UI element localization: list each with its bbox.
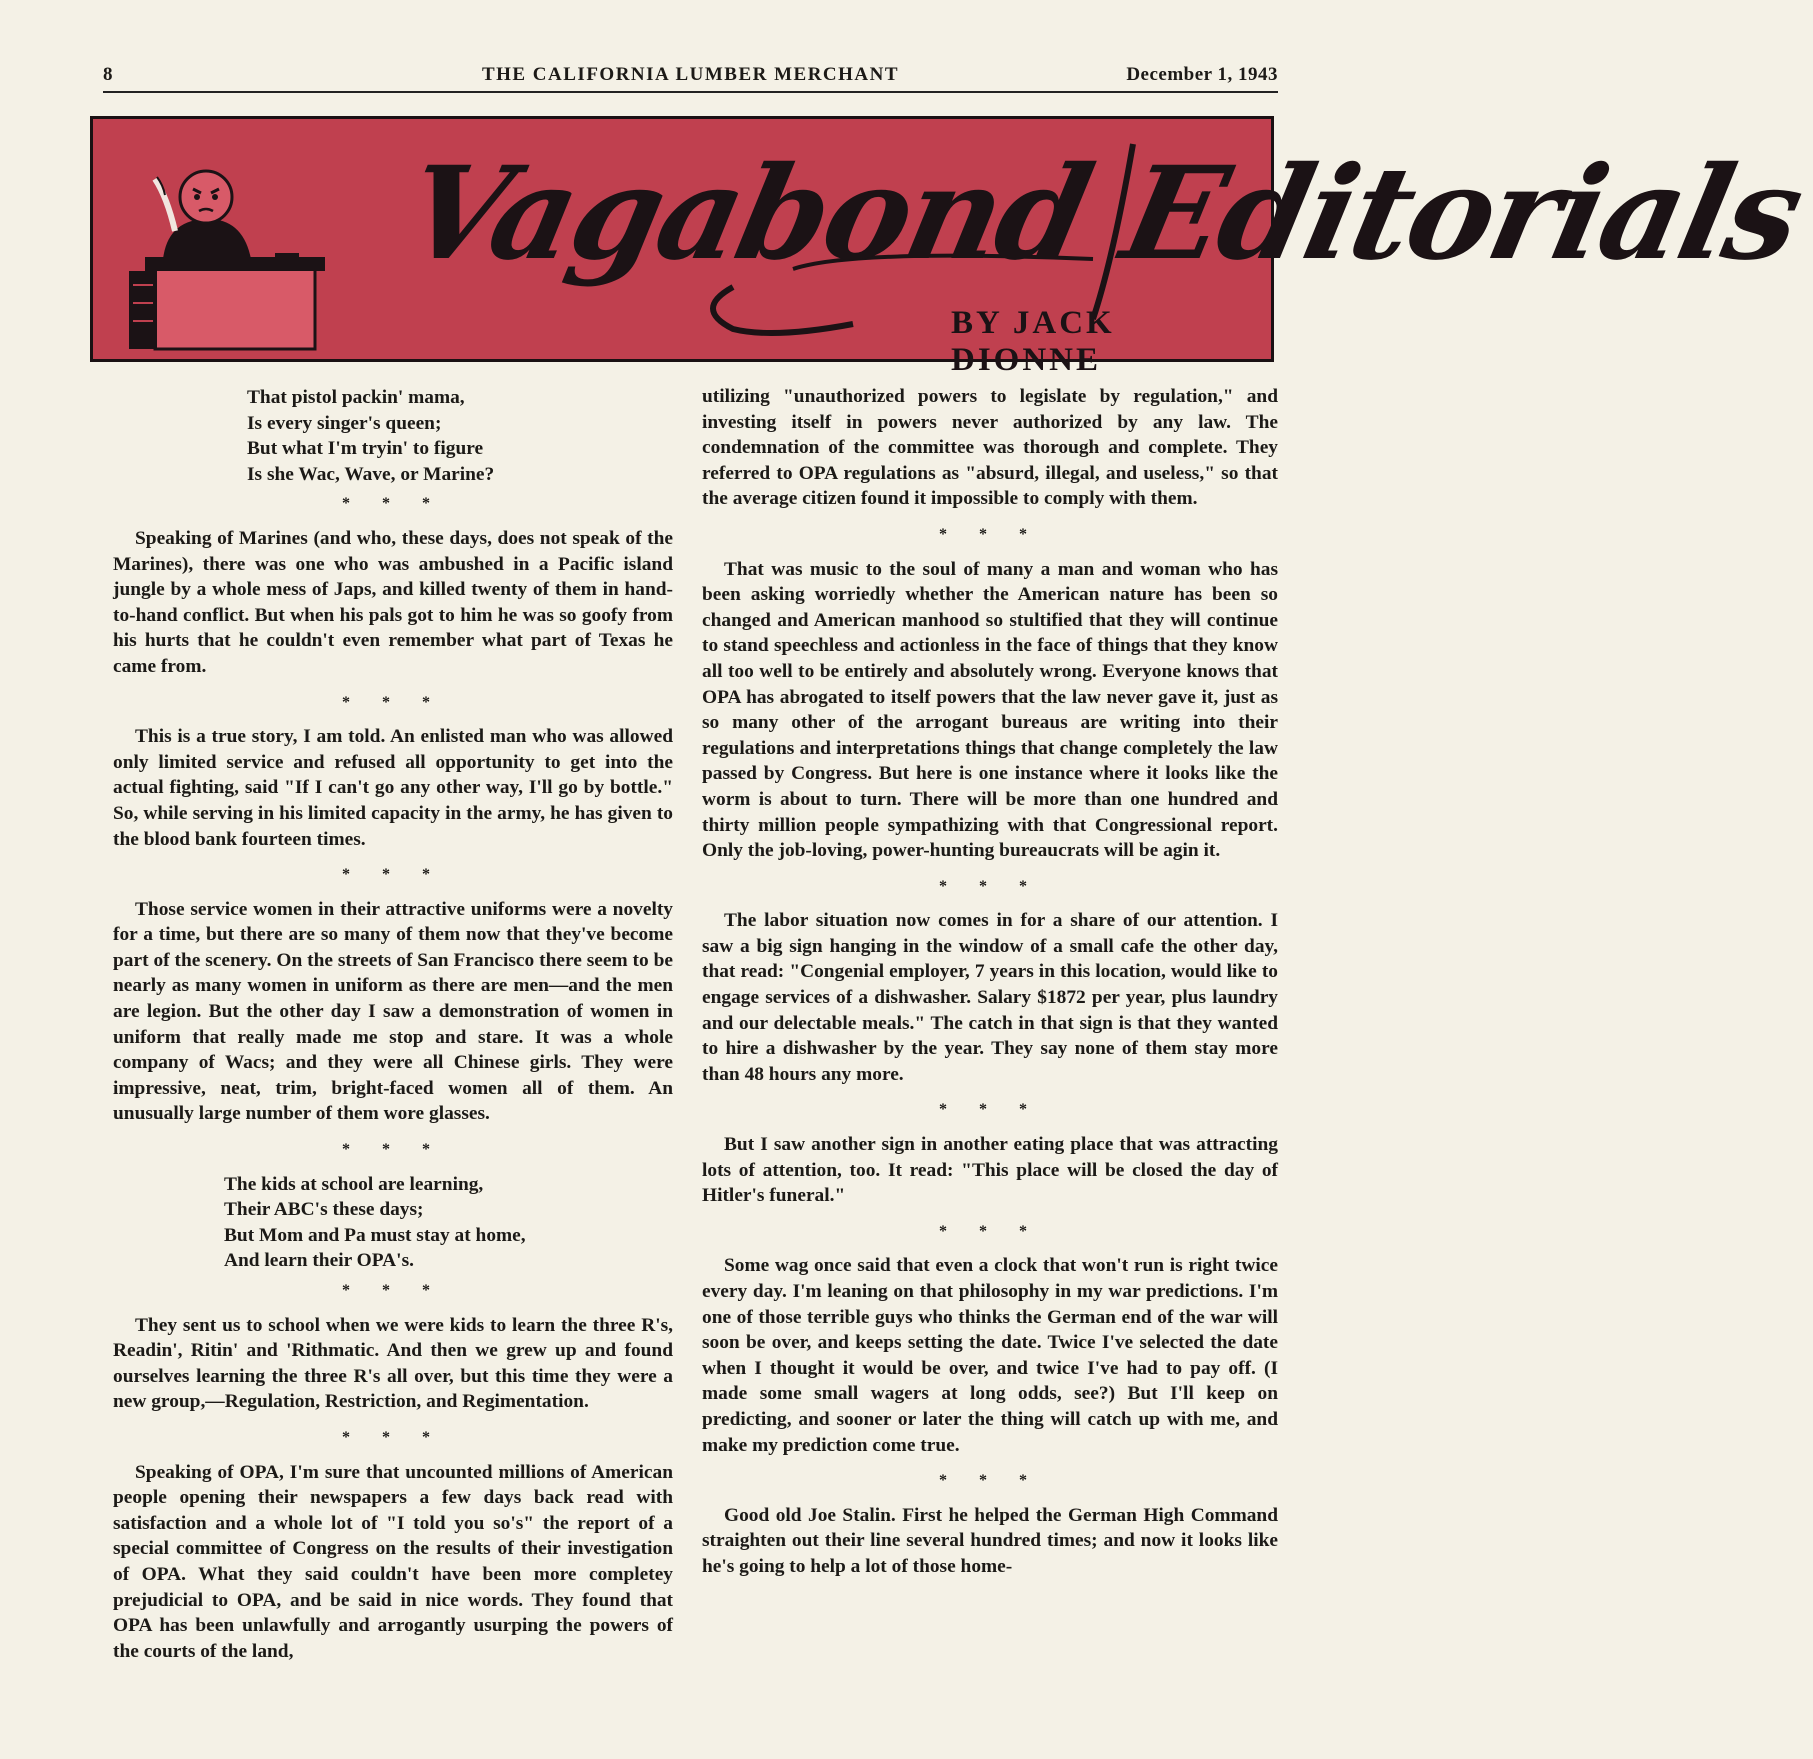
paragraph: Speaking of Marines (and who, these days, does not speak of the Marines), there was one who was ambushed in a Pacific island jungle by a whole mess of Japs, and killed twenty of them in hand-to-hand conflict. But when his pals got to him he was so goofy from his hurts that he couldn't even remember what part of Texas he came from. — [113, 527, 673, 677]
left-column — [113, 385, 673, 1674]
paragraph: Some wag once said that even a clock that won't run is right twice every day. I'm leaning on that philosophy in my war predictions. I'm one of those terrible guys who thinks the German end of the war will soon be over, and keeps setting the date. Twice I've selected the date when I thought it would be over, and twice I've had to pay off. (I made some small wagers at long odds, see?) But I'll keep on predicting, and sooner or later the thing will catch up with me, and make my prediction come true. — [702, 1255, 1278, 1456]
verse-line: And learn their OPA's. — [224, 1250, 414, 1272]
column-banner — [90, 116, 1813, 378]
verse-2 — [113, 1172, 673, 1274]
paragraph: They sent us to school when we were kids to learn the three R's, Readin', Ritin' and 'Rithmatic. And then we grew up and found ourselves learning the three R's all over, but this time they were a new group,—Regulation, Restriction, and Regimentation. — [113, 1314, 673, 1413]
paragraph: The labor situation now comes in for a share of our attention. I saw a big sign hanging in the window of a small cafe the other day, that read: "Congenial employer, 7 years in this location, would like to engage services of a dishwasher. Salary $1872 per year, plus laundry and our delectable meals." The catch in that sign is that they wanted to hire a dishwasher by the year. They say none of them stay more than 48 hours any more. — [702, 910, 1278, 1085]
paragraph: This is a true story, I am told. An enlisted man who was allowed only limited service and refused all opportunity to get into the actual fighting, said "If I can't go any other way, I'll go by bottle." So, while serving in his limited capacity in the army, he has given to the blood bank fourteen times. — [113, 726, 673, 850]
section-divider: * * * — [939, 1101, 1041, 1119]
section-divider: * * * — [342, 495, 444, 513]
verse-line: That pistol packin' mama, — [247, 387, 465, 408]
verse-1 — [113, 385, 673, 487]
paragraph: Those service women in their attractive uniforms were a novelty for a time, but there are so many of them now that they've become part of the scenery. On the streets of San Francisco there seem to be nearly as many women in uniform as there are men—and the men are legion. But the other day I saw a demonstration of women in uniform that really made me stop and stare. It was a whole company of Wacs; and they were all Chinese girls. They were impressive, neat, trim, bright-faced women all of them. An unusually large number of them wore glasses. — [113, 898, 673, 1125]
byline: BY JACK DIONNE — [951, 305, 1115, 378]
running-header — [103, 64, 1278, 90]
verse-line: Their ABC's these days; — [224, 1199, 424, 1221]
banner-title: Vagabond Editorials — [393, 139, 1813, 289]
section-divider: * * * — [342, 1282, 444, 1299]
section-divider: * * * — [939, 877, 1041, 895]
paragraph: But I saw another sign in another eating place that was attracting lots of attention, too. It read: "This place will be closed the day of Hitler's funeral." — [702, 1134, 1278, 1207]
paragraph: Good old Joe Stalin. First he helped the German High Command straighten out their line several hundred times; and now it looks like he's going to help a lot of those home- — [702, 1504, 1278, 1577]
section-divider: * * * — [342, 693, 444, 711]
issue-date: December 1, 1943 — [1126, 64, 1278, 85]
verse-line: Is she Wac, Wave, or Marine? — [247, 463, 495, 485]
publication-title: THE CALIFORNIA LUMBER MERCHANT — [481, 64, 900, 85]
section-divider: * * * — [939, 1472, 1041, 1490]
section-divider: * * * — [939, 1222, 1041, 1240]
right-column — [702, 384, 1278, 1590]
paragraph: utilizing "unauthorized powers to legislate by regulation," and investing itself in powers never authorized by any law. The condemnation of the committee was thorough and complete. They referred to OPA regulations as "absurd, illegal, and useless," so that the average citizen found it impossible to comply with them. — [702, 386, 1278, 510]
section-divider: * * * — [342, 1428, 444, 1446]
paragraph: That was music to the soul of many a man and woman who has been asking worriedly whether the American nature has been so changed and American manhood so stultified that they will continue to stand speechless and actionless in the face of things that they know all too well to be entirely and absolutely wrong. Everyone knows that OPA has abrogated to itself powers that the law never gave it, just as so many other of the arrogant bureaus are writing into their regulations and interpretations things that change completely the law passed by Congress. But here is one instance where it looks like the worm is about to turn. There will be more than one hundred and thirty million people sympathizing with that Congressional report. Only the job-loving, power-hunting bureaucrats will be agin it. — [702, 558, 1278, 862]
section-divider: * * * — [342, 866, 444, 884]
paragraph: Speaking of OPA, I'm sure that uncounted millions of American people opening their newspapers a few days back read with satisfaction and a whole lot of "I told you so's" the report of a special committee of Congress on the results of their investigation of OPA. What they said couldn't have been more completey prejudicial to OPA, and be said in nice words. They found that OPA has been unlawfully and arrogantly usurping the powers of the courts of the land, — [113, 1461, 673, 1662]
page-number: 8 — [103, 64, 113, 85]
section-divider: * * * — [939, 525, 1041, 543]
header-rule — [103, 91, 1278, 93]
verse-line: The kids at school are learning, — [224, 1173, 484, 1195]
section-divider: * * * — [342, 1141, 444, 1159]
verse-line: But what I'm tryin' to figure — [247, 438, 484, 460]
verse-line: But Mom and Pa must stay at home, — [224, 1224, 526, 1246]
verse-line: Is every singer's queen; — [247, 412, 442, 434]
